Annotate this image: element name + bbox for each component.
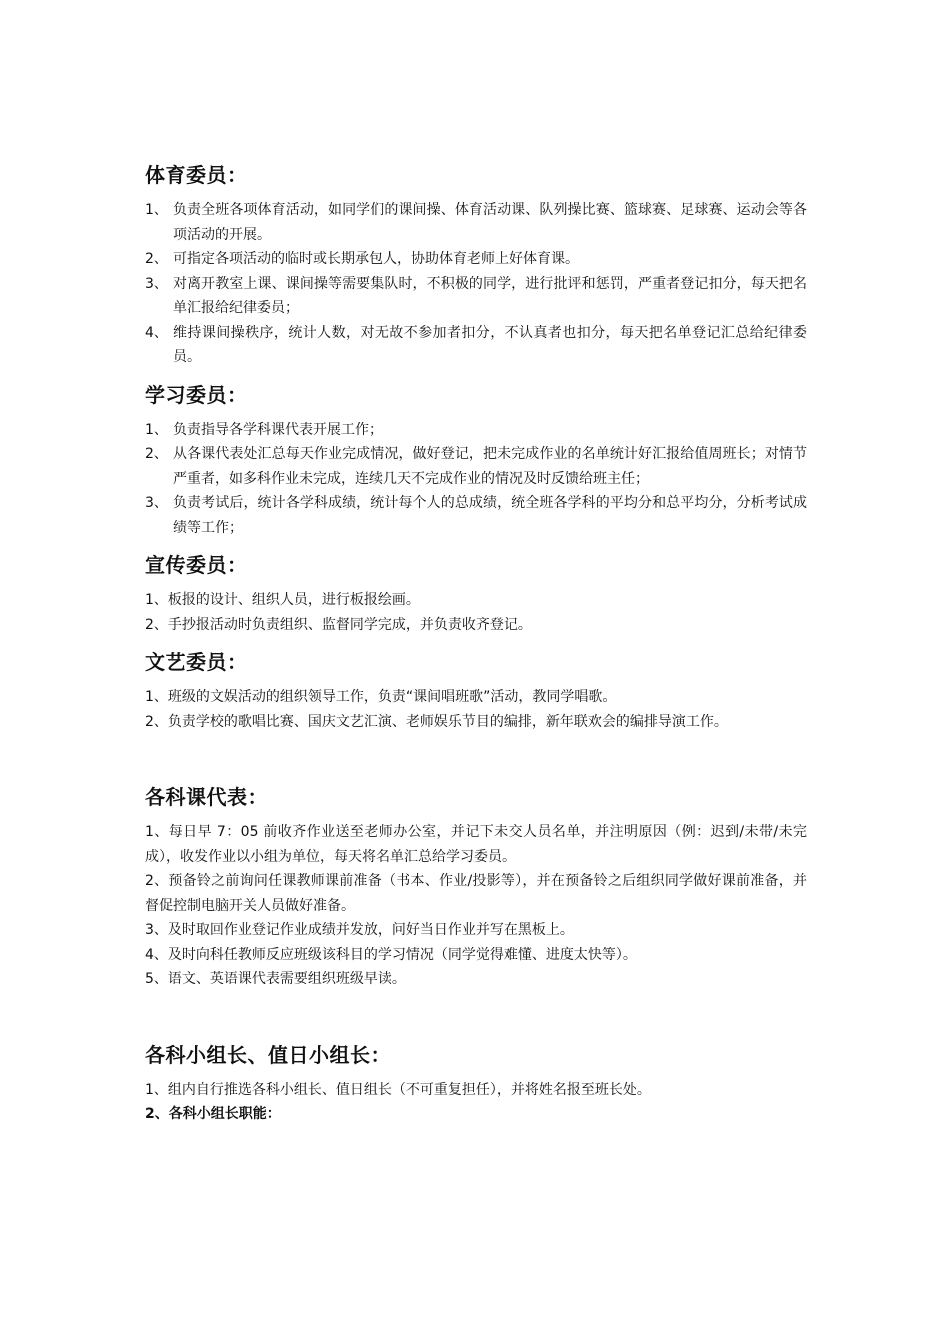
paragraph: 4、及时向科任教师反应班级该科目的学习情况（同学觉得难懂、进度太快等）。	[145, 946, 637, 963]
paragraph: 1、班级的文娱活动的组织领导工作，负责“课间唱班歌”活动，教同学唱歌。	[145, 689, 617, 705]
list-item-number: 1、	[145, 202, 168, 218]
section-title: 各科课代表：	[145, 785, 268, 809]
paragraph-list	[145, 820, 807, 992]
numbered-list	[145, 418, 807, 541]
document-body	[145, 158, 807, 1127]
paragraph: 2、预备铃之前询问任课教师课前准备（书本、作业/投影等），并在预备铃之后组织同学做好课前准备，并督促控制电脑开关人员做好准备。	[145, 873, 807, 914]
list-item	[145, 491, 807, 540]
list-item	[145, 198, 807, 247]
section-title: 各科小组长、值日小组长：	[145, 1042, 391, 1067]
section-title: 文艺委员：	[145, 650, 248, 674]
section-subject-representatives	[145, 780, 807, 992]
list-item	[145, 247, 807, 272]
list-item-number: 2、	[145, 446, 168, 462]
paragraph: 2、负责学校的歌唱比赛、国庆文艺汇演、老师娱乐节目的编排，新年联欢会的编排导演工作。	[145, 713, 728, 730]
paragraph: 2、手抄报活动时负责组织、监督同学完成，并负责收齐登记。	[145, 616, 532, 633]
bold-paragraph: 2、各科小组长职能：	[145, 1106, 281, 1122]
section-arts-committee	[145, 645, 807, 734]
list-item-number: 2、	[145, 251, 168, 267]
section-sports-committee	[145, 158, 807, 370]
list-item	[145, 442, 807, 491]
list-item-number: 3、	[145, 495, 168, 511]
list-item-number: 4、	[145, 324, 168, 341]
paragraph: 5、语文、英语课代表需要组织班级早读。	[145, 971, 406, 987]
section-group-leaders	[145, 1038, 807, 1127]
paragraph-list	[145, 1078, 807, 1127]
list-item-text: 对离开教室上课、课间操等需要集队时，不积极的同学，进行批评和惩罚，严重者登记扣分，每天把名单汇报给纪律委员；	[173, 275, 807, 316]
list-item-text: 从各课代表处汇总每天作业完成情况，做好登记，把未完成作业的名单统计好汇报给值周班长；对情节严重者，如多科作业未完成，连续几天不完成作业的情况及时反馈给班主任；	[173, 446, 807, 487]
list-item	[145, 321, 807, 370]
list-item-text: 负责考试后，统计各学科成绩，统计每个人的总成绩，统全班各学科的平均分和总平均分，分析考试成绩等工作；	[173, 495, 807, 536]
paragraph: 1、组内自行推选各科小组长、值日组长（不可重复担任），并将姓名报至班长处。	[145, 1081, 651, 1098]
section-publicity-committee	[145, 548, 807, 637]
section-title: 学习委员：	[145, 382, 248, 407]
list-item-text: 负责全班各项体育活动，如同学们的课间操、体育活动课、队列操比赛、篮球赛、足球赛、运动会等各项活动的开展。	[173, 202, 807, 243]
section-title: 宣传委员：	[145, 553, 248, 577]
list-item	[145, 272, 807, 321]
section-study-committee	[145, 378, 807, 541]
list-item-number: 3、	[145, 275, 168, 292]
list-item-text: 维持课间操秩序，统计人数，对无故不参加者扣分，不认真者也扣分，每天把名单登记汇总给纪律委员。	[173, 324, 807, 365]
paragraph-list	[145, 685, 807, 734]
paragraph: 1、板报的设计、组织人员，进行板报绘画。	[145, 592, 420, 608]
list-item-number: 1、	[145, 421, 168, 438]
paragraph-list	[145, 588, 807, 637]
paragraph: 1、每日早 7：05 前收齐作业送至老师办公室，并记下未交人员名单，并注明原因（例：迟到/未带/未完成），收发作业以小组为单位，每天将名单汇总给学习委员。	[145, 824, 807, 865]
list-item	[145, 418, 807, 443]
list-item-text: 负责指导各学科课代表开展工作；	[173, 421, 383, 438]
numbered-list	[145, 198, 807, 370]
section-title: 体育委员：	[145, 163, 248, 187]
paragraph: 3、及时取回作业登记作业成绩并发放，问好当日作业并写在黑板上。	[145, 922, 574, 938]
list-item-text: 可指定各项活动的临时或长期承包人，协助体育老师上好体育课。	[173, 251, 579, 267]
